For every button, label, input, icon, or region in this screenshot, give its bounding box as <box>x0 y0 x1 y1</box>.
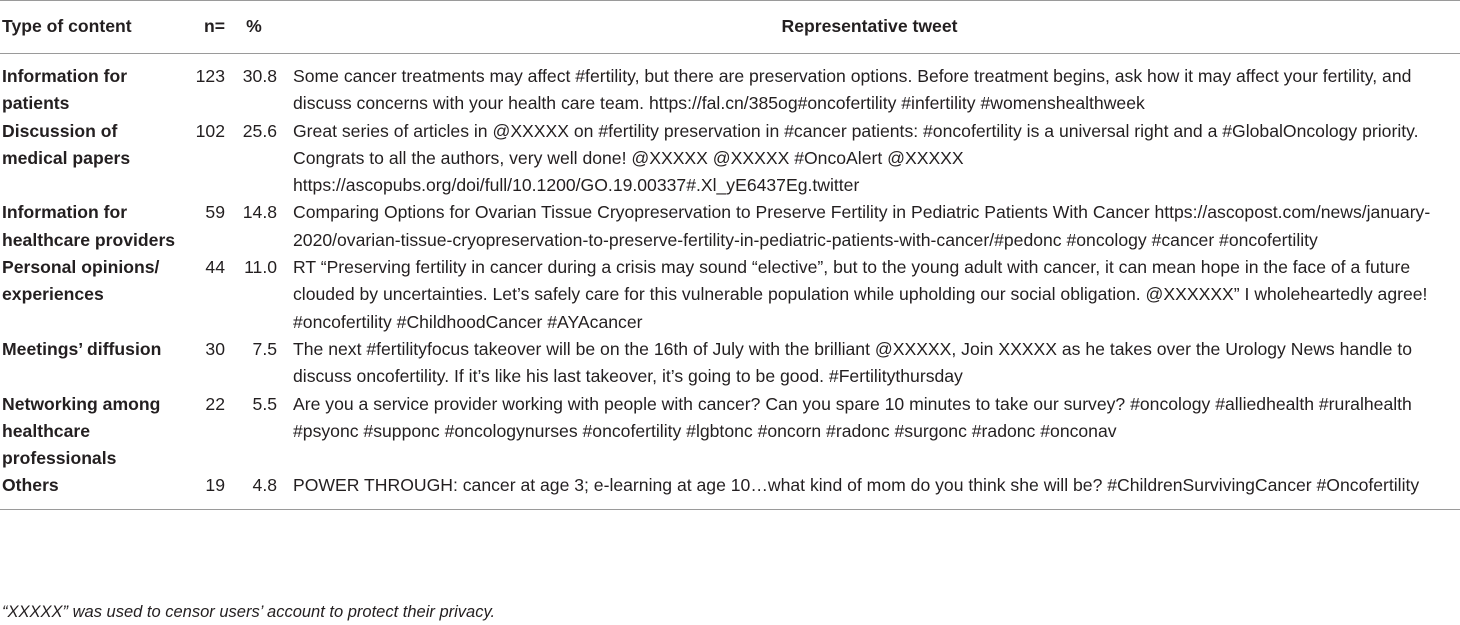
row-percent: 5.5 <box>252 393 277 414</box>
row-n: 22 <box>205 393 225 414</box>
row-tweet: POWER THROUGH: cancer at age 3; e-learning at age 10…what kind of mom do you think she will be? #ChildrenSurvivingCancer #Oncofertility <box>279 472 1460 509</box>
row-n: 30 <box>205 338 225 359</box>
row-n: 123 <box>195 66 225 86</box>
row-percent: 30.8 <box>242 66 277 86</box>
header-representative-tweet: Representative tweet <box>279 1 1460 54</box>
row-tweet: Are you a service provider working with people with cancer? Can you spare 10 minutes to take our survey? #oncology #alliedhealth #ruralhealth #psyonc #supponc #oncologynurses #oncofertility #lgbtonc #oncorn #radonc #surgonc #radonc #onconav <box>293 393 1412 441</box>
row-type: Meetings’ diffusion <box>2 338 162 359</box>
row-n: 59 <box>205 202 225 223</box>
row-percent: 25.6 <box>242 120 277 141</box>
header-percent: % <box>225 1 279 54</box>
row-percent: 11.0 <box>244 257 277 278</box>
row-n: 44 <box>205 257 225 278</box>
table-row <box>0 54 1460 118</box>
row-percent: 7.5 <box>252 338 277 359</box>
row-type: Networking among healthcare professionals <box>2 393 161 469</box>
table-row <box>0 472 1460 509</box>
table-row <box>0 199 1460 254</box>
header-n: n= <box>185 1 225 54</box>
table-row <box>0 118 1460 200</box>
table-header-row <box>0 1 1460 54</box>
table-row <box>0 254 1460 336</box>
table-footnote: “XXXXX” was used to censor users’ account to protect their privacy. <box>2 603 496 621</box>
row-type: Information for patients <box>2 66 128 114</box>
row-n: 102 <box>195 120 225 141</box>
row-n: 19 <box>185 472 225 509</box>
table-row <box>0 391 1460 473</box>
row-tweet: RT “Preserving fertility in cancer during a crisis may sound “elective”, but to the young adult with cancer, it can mean hope in the face of a future clouded by uncertainties. Let’s safely care for this vulnerable population while upholding our social obligation. @XXXXXX” I wholeheartedly agree! #oncofertility #ChildhoodCancer #AYAcancer <box>293 257 1428 332</box>
row-percent: 4.8 <box>225 472 279 509</box>
row-tweet: Great series of articles in @XXXXX on #fertility preservation in #cancer patients: #oncofertility is a universal right and a #GlobalOncology priority. Congrats to all the authors, very well done! @XXXXX @XXXXX #OncoAlert @XXXXX https://ascopubs.org/doi/full/10.1200/GO.19.00337#.Xl_yE6437Eg.twitter <box>293 120 1419 196</box>
row-type: Information for healthcare providers <box>2 202 176 250</box>
row-tweet: Comparing Options for Ovarian Tissue Cryopreservation to Preserve Fertility in Pediatric Patients With Cancer https://ascopost.com/news/january-2020/ovarian-tissue-cryopreservation-to-preserve-fertility-in-pediatric-patients-with-cancer/#pedonc #oncology #cancer #oncofertility <box>293 202 1431 250</box>
table-row <box>0 336 1460 391</box>
row-tweet: Some cancer treatments may affect #fertility, but there are preservation options. Before treatment begins, ask how it may affect your fertility, and discuss concerns with your health care team. https://fal.cn/385og#oncofertility #infertility #womenshealthweek <box>293 66 1412 114</box>
row-type: Personal opinions/ experiences <box>2 257 160 305</box>
row-type: Discussion of medical papers <box>2 120 131 168</box>
row-type: Others <box>0 472 185 509</box>
row-percent: 14.8 <box>242 202 277 223</box>
row-tweet: The next #fertilityfocus takeover will be on the 16th of July with the brilliant @XXXXX, Join XXXXX as he takes over the Urology News handle to discuss oncofertility. If it’s like his last takeover, it’s going to be good. #Fertilitythursday <box>293 338 1413 387</box>
header-type-of-content: Type of content <box>0 1 185 54</box>
